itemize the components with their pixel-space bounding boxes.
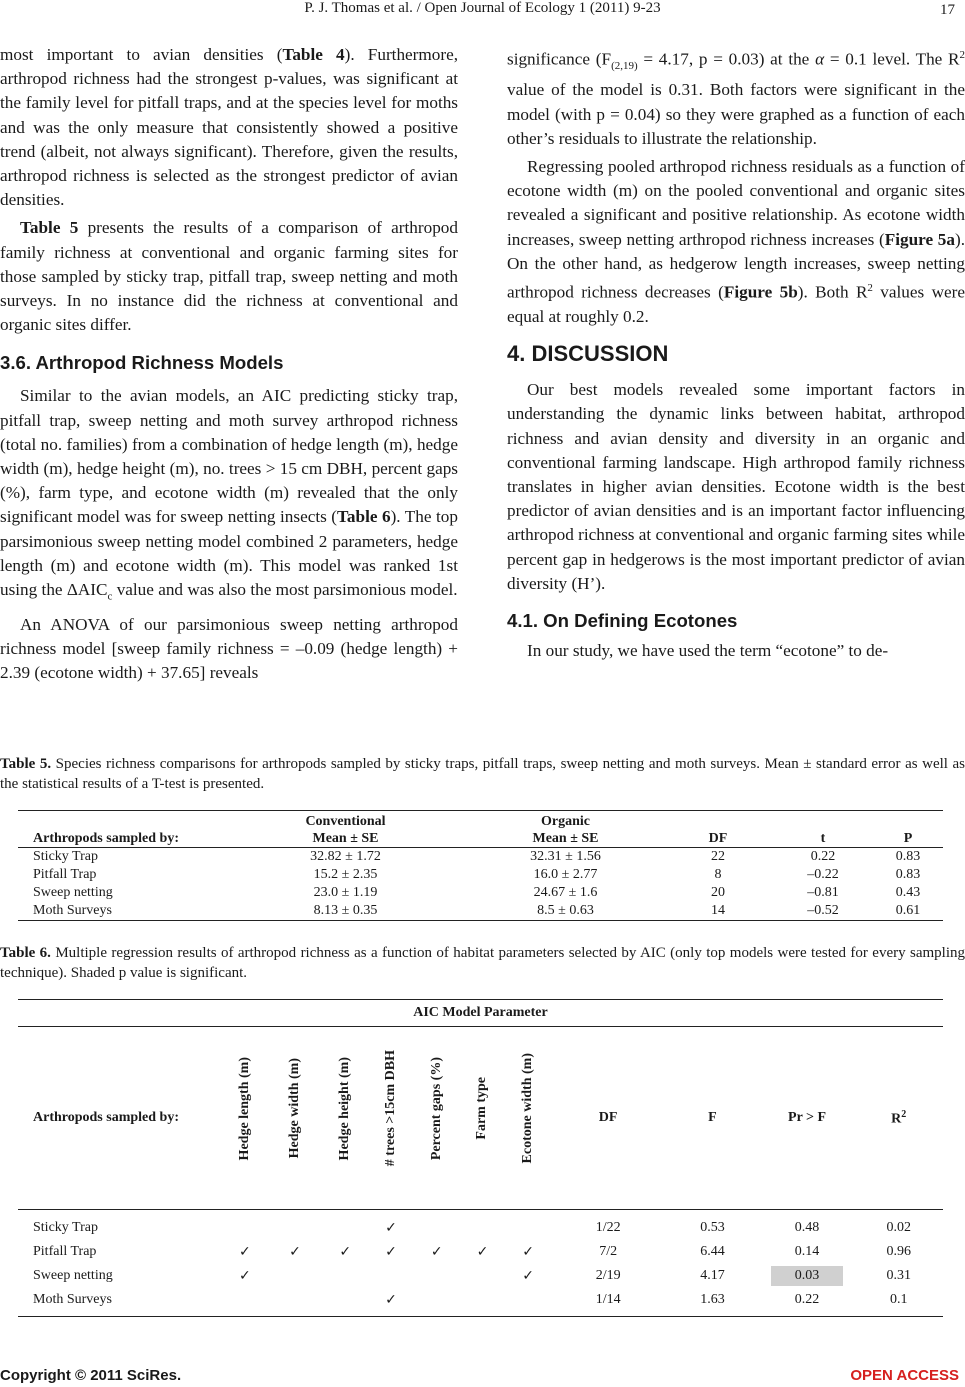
- table5-group-organic: Organic: [468, 811, 663, 831]
- table-cell: 0.83: [895, 849, 921, 864]
- table6-row-header: Arthropods sampled by:: [18, 1027, 222, 1210]
- row-label: Sweep netting: [33, 1268, 113, 1283]
- check-mark-icon: ✓: [430, 1243, 443, 1260]
- row-label: Pitfall Trap: [33, 867, 97, 882]
- table-cell: 2/19: [595, 1268, 621, 1283]
- table-row: [18, 1264, 943, 1288]
- table6-group-header: AIC Model Parameter: [18, 1000, 943, 1027]
- left-column: [0, 43, 458, 685]
- check-mark-icon: ✓: [289, 1243, 301, 1260]
- table-cell: 14: [663, 902, 773, 921]
- check-mark-icon: ✓: [238, 1243, 251, 1260]
- table-6: [18, 999, 943, 1317]
- left-paragraph-2: Table 5 presents the results of a comparison of arthropod family richness at conventional and organic farming sites for those sampled by sticky trap, pitfall trap, sweep netting and moth surveys. In no instance did the richness at conventional and organic sites differ.: [0, 218, 458, 335]
- table-cell: –0.52: [773, 902, 873, 921]
- table6-param-header: Hedge length (m): [236, 1056, 252, 1161]
- table6-param-header: Ecotone width (m): [520, 1053, 536, 1164]
- table6-stat-header: $R^2$: [854, 1027, 943, 1210]
- section-heading-3-6: 3.6. Arthropod Richness Models: [0, 352, 284, 374]
- row-label: Moth Surveys: [18, 1288, 222, 1317]
- table-row: [18, 902, 943, 921]
- table-cell: 15.2 ± 2.35: [313, 867, 378, 882]
- table6-param-header: Hedge height (m): [337, 1056, 353, 1161]
- table-row: [18, 866, 943, 884]
- open-access-label: OPEN ACCESS: [850, 1367, 959, 1384]
- table5-caption-text: Species richness comparisons for arthropods sampled by sticky traps, pitfall traps, sweep netting and moth surveys. Mean ± standard error as well as the statistical results of a T-test is presented.: [0, 756, 965, 792]
- table6-stat-header: F: [665, 1027, 759, 1210]
- table6-caption: [0, 944, 965, 983]
- page-number: 17: [940, 2, 955, 18]
- right-paragraph-4: In our study, we have used the term “ecotone” to de-: [527, 640, 889, 660]
- section-heading-discussion: 4. DISCUSSION: [507, 341, 669, 367]
- table6-stat-header: DF: [551, 1027, 665, 1210]
- table-cell: 1.63: [665, 1288, 759, 1317]
- table-cell: 8: [714, 867, 722, 882]
- table-cell: 23.0 ± 1.19: [313, 885, 378, 900]
- table-cell: 0.96: [886, 1244, 911, 1259]
- table-row: [18, 1210, 943, 1241]
- table5-caption: [0, 755, 965, 794]
- table-cell: 4.17: [700, 1268, 725, 1283]
- table6-stat-header: Pr > F: [760, 1027, 855, 1210]
- table5-col-header: Mean ± SE: [223, 830, 468, 848]
- table-cell: 0.22: [760, 1288, 855, 1317]
- row-label: Moth Surveys: [18, 902, 223, 921]
- row-label: Pitfall Trap: [33, 1244, 97, 1259]
- left-paragraph-4: An ANOVA of our parsimonious sweep netting arthropod richness model [sweep family richness = –0.09 (hedge length) + 2.39 (ecotone width) + 37.65] reveals: [0, 614, 458, 683]
- right-column: [507, 43, 965, 663]
- table5-group-conventional: Conventional: [223, 811, 468, 831]
- copyright-notice: Copyright © 2011 SciRes.: [0, 1367, 182, 1384]
- table-cell: 6.44: [700, 1244, 725, 1259]
- table5-col-header: Arthropods sampled by:: [18, 830, 223, 848]
- check-mark-icon: ✓: [385, 1243, 397, 1260]
- table-cell: 7/2: [599, 1244, 618, 1259]
- table-row: [18, 1240, 943, 1264]
- table-row: [18, 884, 943, 902]
- table-cell: 32.31 ± 1.56: [530, 849, 601, 864]
- table-cell: 0.83: [895, 867, 921, 882]
- table-cell: 1/22: [595, 1220, 621, 1235]
- check-mark-icon: ✓: [339, 1243, 352, 1260]
- row-label: Sticky Trap: [33, 1220, 98, 1235]
- table-cell: 0.22: [810, 849, 836, 864]
- running-head: P. J. Thomas et al. / Open Journal of Ecology 1 (2011) 9-23: [304, 0, 661, 16]
- table-cell: 1/14: [551, 1288, 665, 1317]
- table6-param-header: # trees >15cm DBH: [382, 1050, 398, 1167]
- row-label: Sticky Trap: [33, 849, 98, 864]
- table-cell: 16.0 ± 2.77: [533, 867, 598, 882]
- check-mark-icon: ✓: [522, 1267, 535, 1284]
- table-cell: 0.43: [895, 885, 921, 900]
- check-mark-icon: ✓: [385, 1219, 397, 1236]
- running-header: [0, 0, 965, 24]
- section-heading-4-1: 4.1. On Defining Ecotones: [507, 609, 738, 631]
- table-row: [18, 848, 943, 867]
- table5-col-header: Mean ± SE: [468, 830, 663, 848]
- table6-param-header: Hedge width (m): [287, 1058, 303, 1159]
- right-paragraph-1: significance ($F_{(2,19)} = 4.17$, p = 0.03) at the α = 0.1 level. The $R^2$ value of the model is 0.31. Both factors were significant in the model (with p = 0.04) so they were graphed as a function of each other’s residuals to illustrate the relationship.: [507, 49, 965, 148]
- table5-col-header: t: [773, 830, 873, 848]
- check-mark-icon: ✓: [385, 1291, 397, 1308]
- table-cell: 8.5 ± 0.63: [468, 902, 663, 921]
- table5-caption-label: Table 5.: [0, 756, 52, 772]
- check-mark-icon: ✓: [238, 1267, 251, 1284]
- table-cell: 32.82 ± 1.72: [310, 849, 381, 864]
- check-mark-icon: ✓: [522, 1243, 535, 1260]
- table5-col-header: DF: [663, 830, 773, 848]
- table-cell: 8.13 ± 0.35: [223, 902, 468, 921]
- right-paragraph-3: Our best models revealed some important factors in understanding the dynamic links between habitat, arthropod richness and avian density and diversity in an organic and conventional farming landscape. High arthropod family richness translates in higher avian densities. Ecotone width is the best predictor of avian densities and is an important factor influencing arthropod richness at conventional and organic farming sites while percent gap in hedgerows is the most important predictor of avian diversity (H’).: [507, 380, 965, 593]
- table-cell: –0.22: [807, 867, 839, 882]
- left-paragraph-1: most important to avian densities (Table 4). Furthermore, arthropod richness had the strongest p-values, was significant at the family level for pitfall traps, and at the species level for moths and was the only measure that consistently showed a positive trend (albeit, not always significant). Therefore, given the results, arthropod richness is selected as the strongest predictor of avian densities.: [0, 45, 458, 210]
- check-mark-icon: ✓: [476, 1243, 489, 1260]
- table-5: [18, 810, 943, 921]
- table-cell: 0.31: [886, 1268, 911, 1283]
- table-cell: 0.14: [794, 1244, 820, 1259]
- table-cell: 22: [711, 849, 725, 864]
- table-cell: 0.48: [794, 1220, 820, 1235]
- table-cell: 24.67 ± 1.6: [533, 885, 598, 900]
- table6-param-header: Farm type: [474, 1077, 490, 1140]
- table5-col-header: P: [873, 830, 943, 848]
- table-cell: –0.81: [807, 885, 839, 900]
- table-cell: 0.02: [886, 1220, 911, 1235]
- table-cell: 0.53: [700, 1220, 725, 1235]
- significant-p-value: 0.03: [771, 1266, 844, 1286]
- table-cell: 20: [711, 885, 725, 900]
- table-cell: 0.61: [873, 902, 943, 921]
- left-paragraph-3: Similar to the avian models, an AIC predicting sticky trap, pitfall trap, sweep netting and moth survey arthropod richness (total no. families) from a combination of hedge length (m), hedge width (m), hedge height (m), no. trees > 15 cm DBH, percent gaps (%), farm type, and ecotone width (m) revealed that the only significant model was for sweep netting insects (Table 6). The top parsimonious sweep netting model combined 2 parameters, hedge length (m) and ecotone width (m). This model was ranked 1st using the $\Delta AIC_c$ value and was also the most parsimonious model.: [0, 386, 458, 603]
- table6-param-header: Percent gaps (%): [428, 1056, 444, 1161]
- table6-caption-text: Multiple regression results of arthropod richness as a function of habitat parameters selected by AIC (only top models were tested for every sampling technique). Shaded p value is significant.: [0, 945, 965, 981]
- table-row: [18, 1288, 943, 1317]
- right-paragraph-2: Regressing pooled arthropod richness residuals as a function of ecotone width (m) on the pooled conventional and organic sites revealed a significant and positive relationship. As ecotone width increases, sweep netting arthropod richness increases (Figure 5a). On the other hand, as hedgerow length increases, sweep netting arthropod richness decreases (Figure 5b). Both $R^2$ values were equal at roughly 0.2.: [507, 156, 965, 326]
- table6-caption-label: Table 6.: [0, 945, 51, 961]
- row-label: Sweep netting: [33, 885, 113, 900]
- table-cell: 0.1: [854, 1288, 943, 1317]
- page-footer: [0, 1367, 965, 1387]
